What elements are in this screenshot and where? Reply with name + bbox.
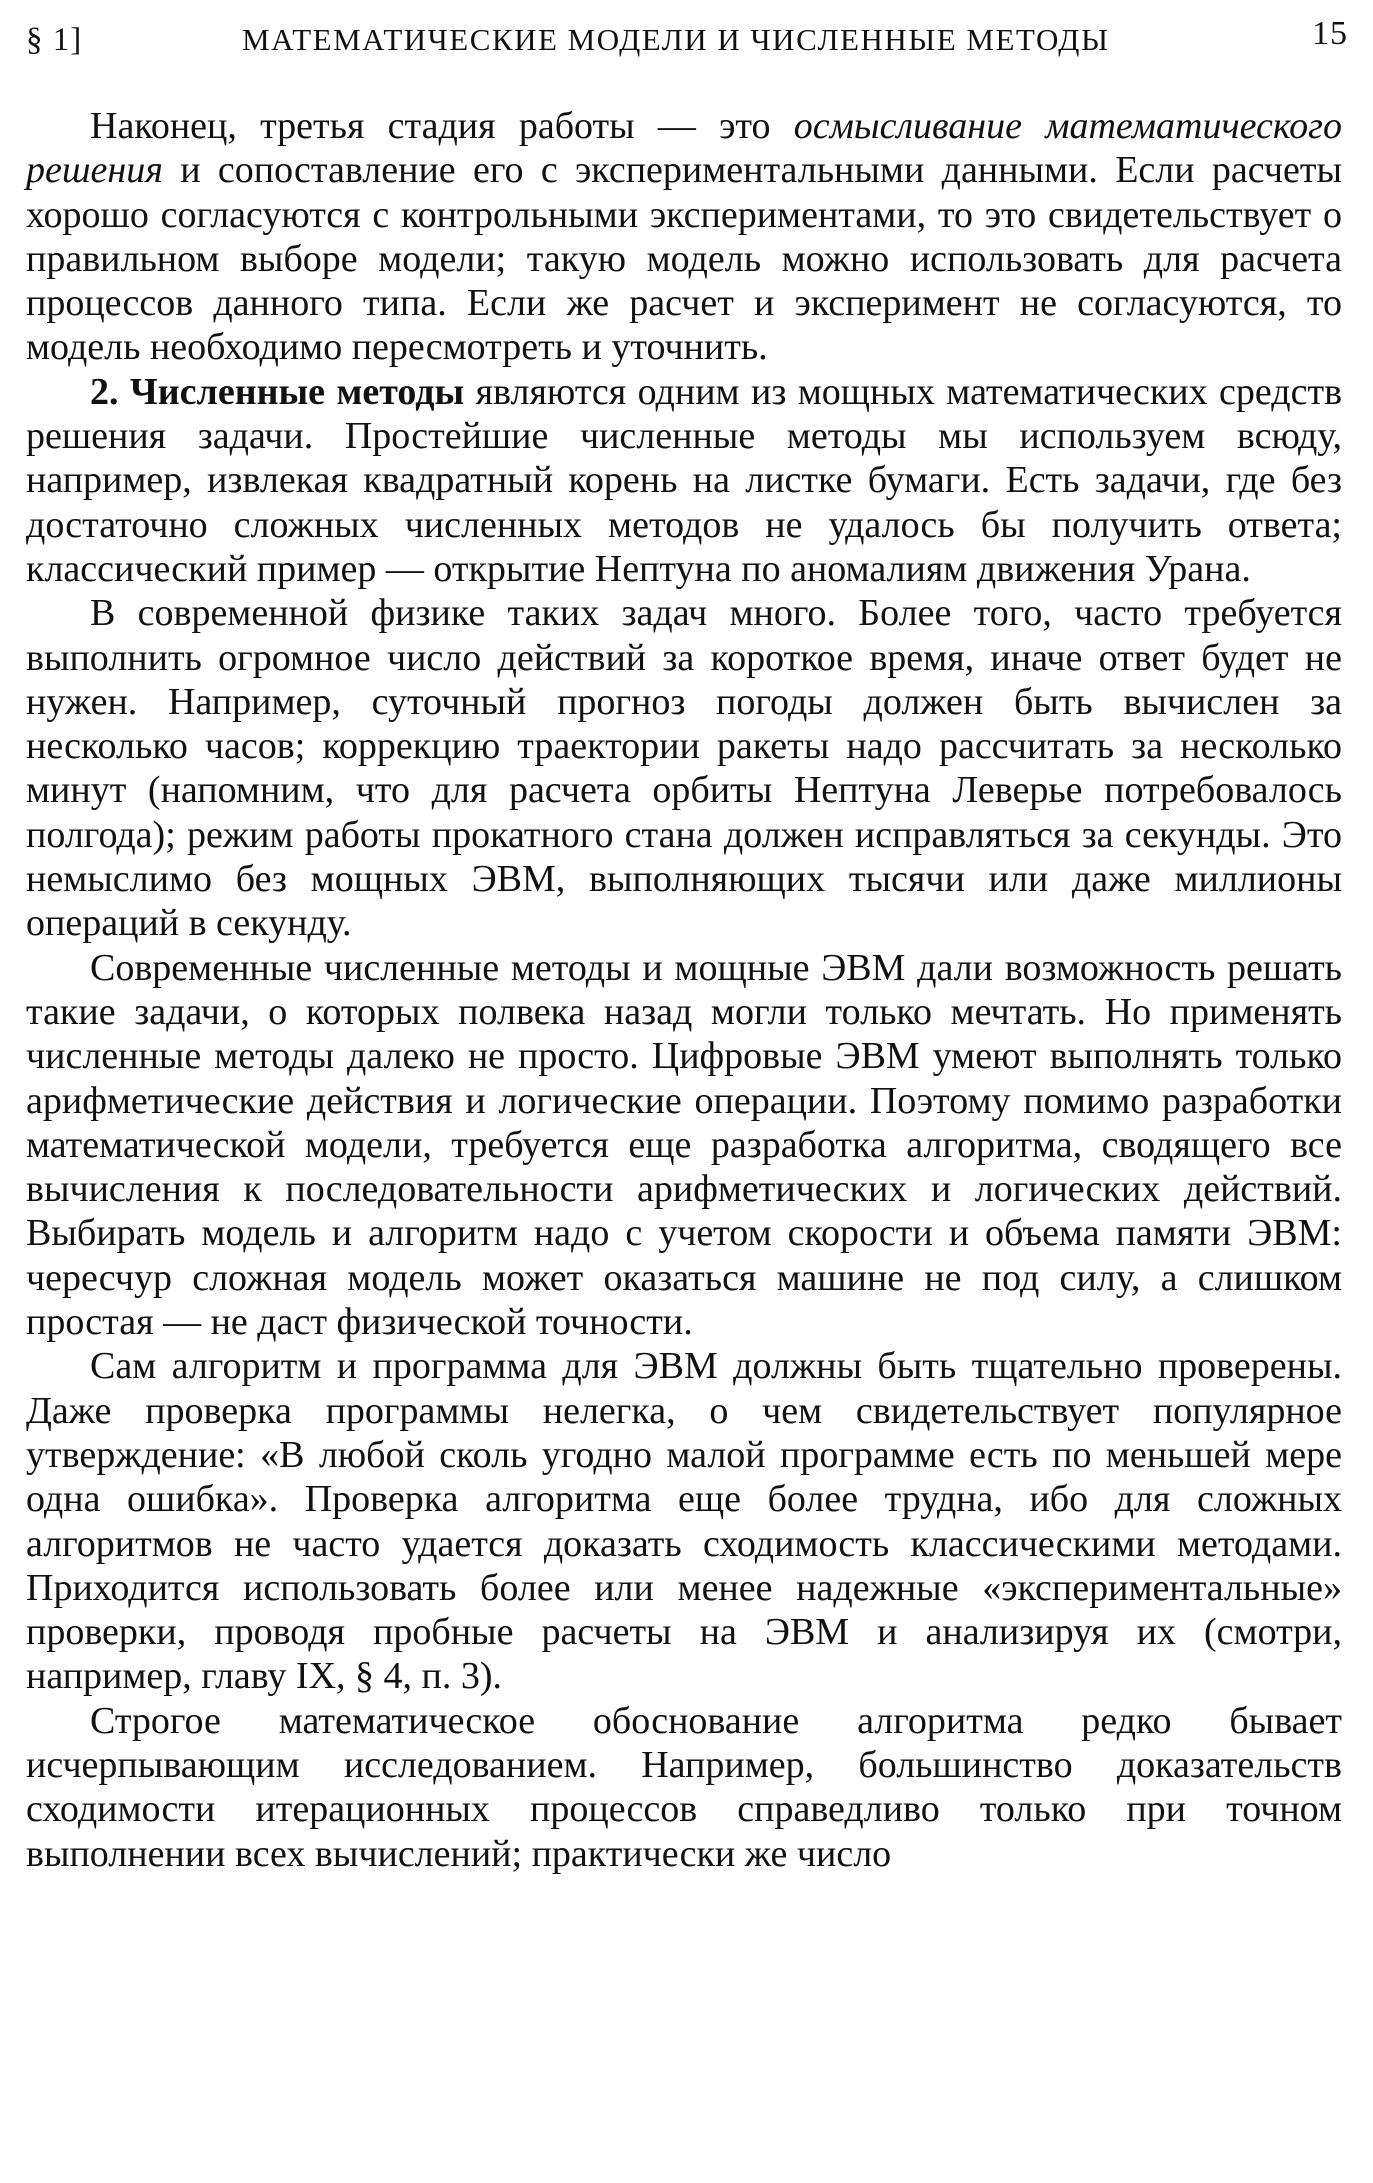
paragraph-1-start: Наконец, третья стадия работы — это	[90, 105, 794, 147]
paragraph-3: В современной физике таких задач много. Более того, часто требуется выполнить огромное число действий за короткое время, иначе ответ будет не нужен. Например, суточный прогноз погоды должен быть вычислен за несколько часов; коррекцию траектории ракеты надо рассчитать за несколько минут (напомним, что для расчета орбиты Нептуна Леверье потребовалось полгода); режим работы прокатного стана должен исправляться за секунды. Это немыслимо без мощных ЭВМ, выполняющих тысячи или даже миллионы операций в секунду.	[26, 592, 1342, 945]
body-text	[26, 104, 1342, 1876]
page-number: 15	[1312, 15, 1348, 52]
running-head	[26, 15, 1348, 62]
running-head-title: МАТЕМАТИЧЕСКИЕ МОДЕЛИ И ЧИСЛЕННЫЕ МЕТОДЫ	[242, 22, 1110, 57]
paragraph-6: Строгое математическое обоснование алгоритма редко бывает исчерпывающим исследованием. Например, большинство доказательств сходимости итерационных процессов справедливо только при точном выполнении всех вычислений; практически же число	[26, 1699, 1342, 1875]
paragraph-1-emphasis: осмысливание математического решения	[26, 105, 1343, 192]
paragraph-2-text: являются одним из мощных математических средств решения задачи. Простейшие численные методы мы используем всюду, например, извлекая квадратный корень на листке бумаги. Есть задачи, где без достаточно сложных численных методов не удалось бы получить ответа; классический пример — открытие Нептуна по аномалиям движения Урана.	[26, 370, 1343, 590]
paragraph-2-lead-heading: 2. Численные методы	[90, 370, 465, 413]
section-marker: § 1]	[26, 22, 83, 58]
paragraph-1-end: и сопоставление его с экспериментальными данными. Если расчеты хорошо согласуются с контрольными экспериментами, то это свидетельствует о правильном выборе модели; такую модель можно использовать для расчета процессов данного типа. Если же расчет и эксперимент не согласуются, то модель необходимо пересмотреть и уточнить.	[26, 149, 1342, 369]
paragraph-2	[26, 370, 1342, 591]
paragraph-4: Современные численные методы и мощные ЭВМ дали возможность решать такие задачи, о которых полвека назад могли только мечтать. Но применять численные методы далеко не просто. Цифровые ЭВМ умеют выполнять только арифметические действия и логические операции. Поэтому помимо разработки математической модели, требуется еще разработка алгоритма, сводящего все вычисления к последовательности арифметических и логических действий. Выбирать модель и алгоритм надо с учетом скорости и объема памяти ЭВМ: чересчур сложная модель может оказаться машине не под силу, а слишком простая — не даст физической точности.	[26, 946, 1342, 1344]
paragraph-1	[26, 104, 1342, 370]
paragraph-5: Сам алгоритм и программа для ЭВМ должны быть тщательно проверены. Даже проверка программы нелегка, о чем свидетельствует популярное утверждение: «В любой сколь угодно малой программе есть по меньшей мере одна ошибка». Проверка алгоритма еще более трудна, ибо для сложных алгоритмов не часто удается доказать сходимость классическими методами. Приходится использовать более или менее надежные «экспериментальные» проверки, проводя пробные расчеты на ЭВМ и анализируя их (смотри, например, главу IX, § 4, п. 3).	[26, 1345, 1342, 1698]
